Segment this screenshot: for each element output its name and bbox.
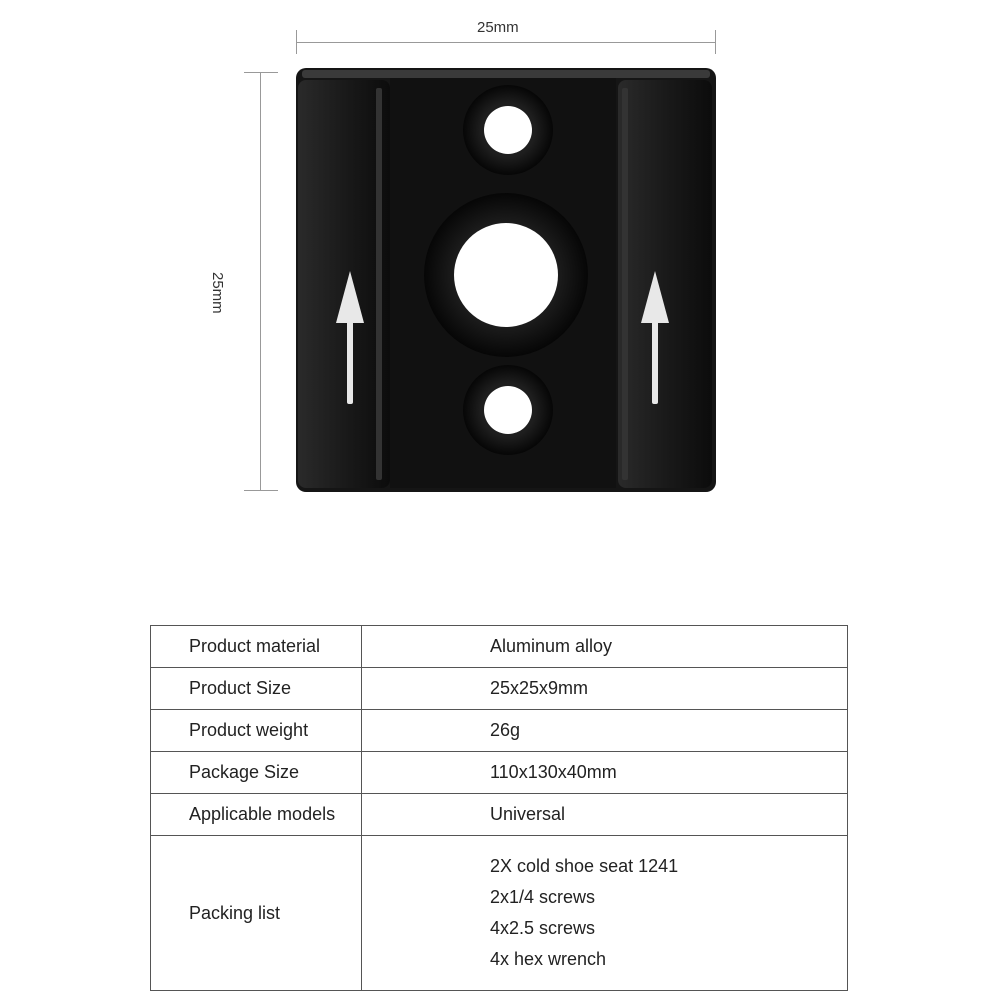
height-dimension-line bbox=[260, 72, 261, 490]
plate-top-edge bbox=[302, 70, 710, 78]
spec-label: Product Size bbox=[151, 668, 362, 710]
spec-value: Universal bbox=[362, 794, 848, 836]
packing-list-item: 4x hex wrench bbox=[490, 949, 607, 969]
packing-list-items bbox=[362, 836, 848, 991]
left-rail-highlight bbox=[376, 88, 382, 480]
spec-row-weight bbox=[151, 710, 848, 752]
height-dimension-label: 25mm bbox=[209, 272, 226, 314]
spec-value: 26g bbox=[362, 710, 848, 752]
width-dimension-line bbox=[296, 42, 716, 43]
top-hole bbox=[484, 106, 532, 154]
right-rail-highlight bbox=[622, 88, 628, 480]
spec-label: Product material bbox=[151, 626, 362, 668]
spec-value: 110x130x40mm bbox=[362, 752, 848, 794]
width-dimension-tick-right bbox=[715, 30, 716, 54]
spec-row-size bbox=[151, 668, 848, 710]
spec-value: Aluminum alloy bbox=[362, 626, 848, 668]
spec-row-applicable-models bbox=[151, 794, 848, 836]
spec-row-material bbox=[151, 626, 848, 668]
bottom-hole bbox=[484, 386, 532, 434]
height-dimension-tick-top bbox=[244, 72, 278, 73]
right-rail bbox=[618, 80, 712, 488]
packing-list-item: 2X cold shoe seat 1241 bbox=[490, 856, 679, 876]
height-dimension-tick-bottom bbox=[244, 490, 278, 491]
center-hole bbox=[454, 223, 558, 327]
spec-row-package-size bbox=[151, 752, 848, 794]
spec-value: 25x25x9mm bbox=[362, 668, 848, 710]
packing-list-item: 4x2.5 screws bbox=[490, 918, 596, 938]
cold-shoe-plate-image bbox=[296, 68, 716, 492]
packing-list-item: 2x1/4 screws bbox=[490, 887, 596, 907]
spec-label: Applicable models bbox=[151, 794, 362, 836]
width-dimension-tick-left bbox=[296, 30, 297, 54]
width-dimension-label: 25mm bbox=[477, 19, 519, 36]
spec-row-packing-list bbox=[151, 836, 848, 991]
spec-label: Packing list bbox=[151, 836, 362, 991]
spec-label: Product weight bbox=[151, 710, 362, 752]
spec-table bbox=[150, 625, 848, 991]
spec-label: Package Size bbox=[151, 752, 362, 794]
